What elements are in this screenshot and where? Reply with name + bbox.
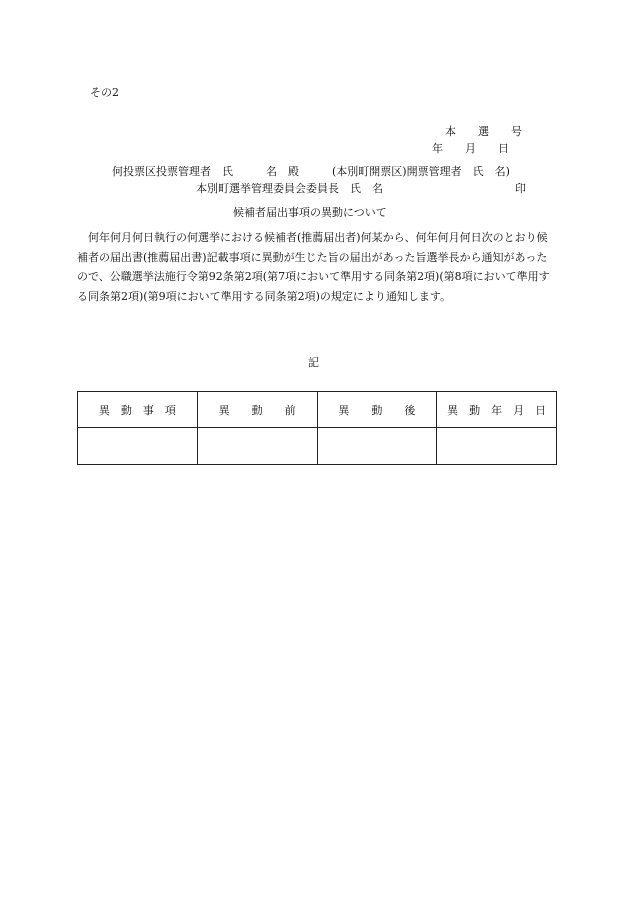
section-label: その2	[90, 86, 119, 99]
table-cell-date[interactable]	[437, 428, 557, 465]
addressee-line: 何投票区投票管理者 氏 名 殿 (本別町開票区)開票管理者 氏 名)	[112, 165, 510, 178]
change-table	[77, 391, 557, 465]
table-header-row	[78, 392, 557, 428]
table-header-cell: 異 動 年 月 日	[437, 392, 557, 428]
table-header-cell: 異 動 事 項	[78, 392, 198, 428]
sender-line: 本別町選挙管理委員会委員長 氏 名 印	[196, 182, 526, 195]
table-cell-change-item[interactable]	[78, 428, 198, 465]
table-row	[78, 428, 557, 465]
document-date: 年 月 日	[432, 142, 509, 155]
table-cell-after[interactable]	[317, 428, 437, 465]
table-header-cell: 異 動 前	[197, 392, 317, 428]
document-number: 本 選 号	[445, 125, 522, 138]
table-cell-before[interactable]	[197, 428, 317, 465]
document-title: 候補者届出事項の異動について	[233, 206, 387, 219]
ki-heading: 記	[308, 356, 319, 369]
table-header-cell: 異 動 後	[317, 392, 437, 428]
body-paragraph: 何年何月何日執行の何選挙における候補者(推薦届出者)何某から、何年何月何日次のとおり候補者の届出書(推薦届出書)記載事項に異動が生じた旨の届出があった旨選挙長から通知があったので、公職選挙法施行令第92条第2項(第7項において準用する同条第2項)(第8項において準用する同条第2項)(第9項において準用する同条第2項)の規定により通知します。	[77, 231, 550, 303]
